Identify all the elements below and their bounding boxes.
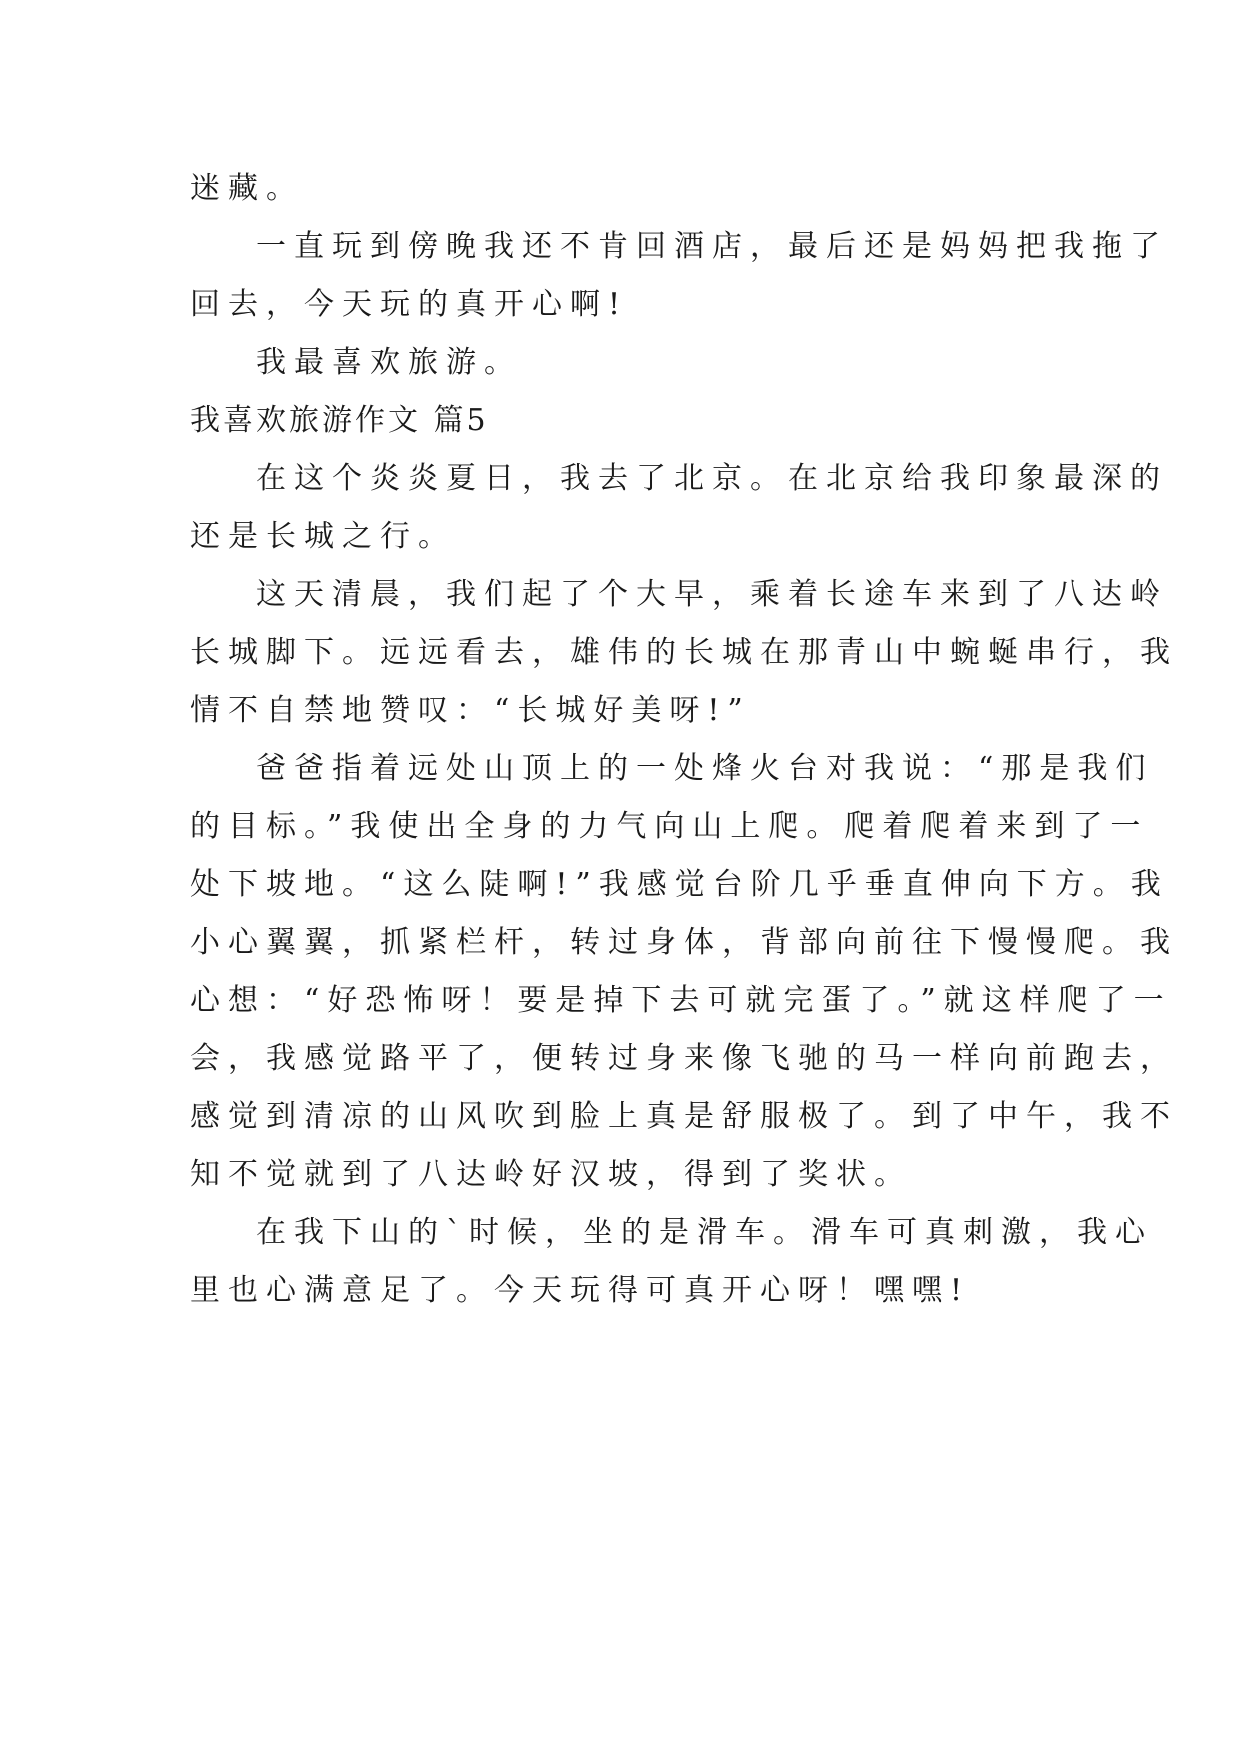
document-body <box>190 160 1178 1320</box>
section-heading: 我喜欢旅游作文 篇5 <box>190 403 489 438</box>
paragraph-2-line-2: 回去，今天玩的真开心啊! <box>190 287 629 322</box>
paragraph-5 <box>190 566 1178 740</box>
paragraph-6-line-5: 心想：“好恐怖呀！要是掉下去可就完蛋了。”就这样爬了一 <box>190 983 1172 1018</box>
paragraph-3-line-1: 我最喜欢旅游。 <box>256 345 522 380</box>
paragraph-6-line-3: 处下坡地。“这么陡啊!”我感觉台阶几乎垂直伸向下方。我 <box>190 867 1169 902</box>
paragraph-1-line-1: 迷藏。 <box>190 171 304 206</box>
paragraph-2-line-1: 一直玩到傍晚我还不肯回酒店，最后还是妈妈把我拖了 <box>256 229 1168 264</box>
paragraph-6-line-2: 的目标。”我使出全身的力气向山上爬。爬着爬着来到了一 <box>190 809 1149 844</box>
paragraph-1 <box>190 160 1050 218</box>
paragraph-6-line-8: 知不觉就到了八达岭好汉坡，得到了奖状。 <box>190 1157 912 1192</box>
paragraph-4-line-2: 还是长城之行。 <box>190 519 456 554</box>
paragraph-6-line-6: 会，我感觉路平了，便转过身来像飞驰的马一样向前跑去， <box>190 1041 1178 1076</box>
paragraph-2 <box>190 218 1168 334</box>
paragraph-7-line-2: 里也心满意足了。今天玩得可真开心呀！嘿嘿! <box>190 1273 971 1308</box>
paragraph-6-line-1: 爸爸指着远处山顶上的一处烽火台对我说：“那是我们 <box>256 751 1154 786</box>
paragraph-3 <box>190 334 1050 392</box>
paragraph-7-line-1: 在我下山的`时候，坐的是滑车。滑车可真刺激，我心 <box>256 1215 1153 1250</box>
paragraph-4 <box>190 450 1168 566</box>
paragraph-7 <box>190 1204 1153 1320</box>
paragraph-6 <box>190 740 1178 1204</box>
paragraph-6-line-4: 小心翼翼，抓紧栏杆，转过身体，背部向前往下慢慢爬。我 <box>190 925 1178 960</box>
paragraph-5-line-3: 情不自禁地赞叹：“长城好美呀!” <box>190 693 751 728</box>
paragraph-5-line-1: 这天清晨，我们起了个大早，乘着长途车来到了八达岭 <box>256 577 1168 612</box>
paragraph-5-line-2: 长城脚下。远远看去，雄伟的长城在那青山中蜿蜒串行，我 <box>190 635 1178 670</box>
paragraph-6-line-7: 感觉到清凉的山风吹到脸上真是舒服极了。到了中午，我不 <box>190 1099 1178 1134</box>
paragraph-4-line-1: 在这个炎炎夏日，我去了北京。在北京给我印象最深的 <box>256 461 1168 496</box>
